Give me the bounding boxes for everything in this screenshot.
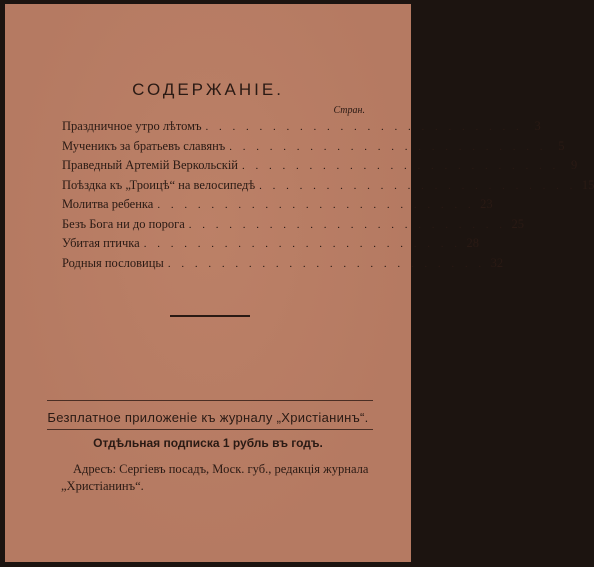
toc-entry-title: Безъ Бога ни до порога bbox=[62, 216, 185, 231]
toc-entry bbox=[62, 255, 504, 276]
toc-entry bbox=[62, 158, 578, 178]
table-of-contents bbox=[62, 119, 594, 275]
editorial-address: Адресъ: Сергіевъ посадъ, Моск. губ., редакція журнала „Христіанинъ“. bbox=[61, 462, 369, 493]
toc-entry-title: Мученикъ за братьевъ славянъ bbox=[62, 138, 226, 153]
subscription-note: Отдѣльная подписка 1 рубль въ годъ. bbox=[93, 436, 323, 450]
toc-entry-title: Убитая птичка bbox=[62, 236, 140, 250]
footer-top-rule bbox=[47, 400, 373, 401]
dot-leader: . . . . . . . . . . . . . . . . . . . . . . . . bbox=[143, 238, 461, 250]
footer-mid-rule bbox=[47, 429, 373, 430]
dot-leader: . . . . . . . . . . . . . . . . . . . . . . . . bbox=[229, 140, 547, 153]
dot-leader: . . . . . . . . . . . . . . . . . . . . . . . . bbox=[205, 121, 523, 133]
dot-leader: . . . . . . . . . . . . . . . . . . . . . . . . bbox=[157, 199, 475, 211]
toc-entry-title: Родныя пословицы bbox=[62, 255, 164, 270]
toc-entry-page: 25 bbox=[511, 216, 525, 231]
toc-entry-page: 23 bbox=[480, 197, 493, 211]
toc-entry bbox=[62, 177, 594, 198]
dot-leader: . . . . . . . . . . . . . . . . . . . . . . . . bbox=[242, 160, 560, 172]
dot-leader: . . . . . . . . . . . . . . . . . . . . . . . . bbox=[167, 257, 486, 270]
toc-entry-page: 3 bbox=[534, 119, 541, 133]
toc-entry bbox=[62, 119, 541, 139]
toc-entry bbox=[62, 197, 493, 217]
dot-leader: . . . . . . . . . . . . . . . . . . . . . . . . bbox=[188, 218, 507, 231]
toc-entry bbox=[62, 236, 479, 256]
toc-entry-page: 5 bbox=[558, 138, 565, 153]
toc-entry-page: 9 bbox=[571, 158, 578, 172]
toc-entry bbox=[62, 138, 565, 159]
center-divider bbox=[170, 315, 250, 317]
document-page bbox=[5, 4, 594, 562]
toc-entry-page: 28 bbox=[466, 236, 479, 250]
free-supplement-note: Безплатное приложеніе къ журналу „Христіанинъ“. bbox=[47, 410, 369, 425]
toc-entry-title: Праведный Артемій Веркольскій bbox=[62, 158, 239, 172]
toc-entry-title: Праздничное утро лѣтомъ bbox=[62, 119, 202, 133]
toc-entry-page: 32 bbox=[490, 255, 504, 270]
toc-entry-title: Поѣздка къ „Троицѣ“ на велосипедѣ bbox=[62, 177, 256, 192]
toc-title: СОДЕРЖАНІЕ. bbox=[132, 80, 284, 99]
toc-entry-title: Молитва ребенка bbox=[62, 197, 154, 211]
toc-entry bbox=[62, 216, 525, 237]
toc-entry-page: 15 bbox=[581, 177, 594, 192]
pages-column-label: Стран. bbox=[333, 105, 365, 116]
dot-leader: . . . . . . . . . . . . . . . . . . . . . . . . bbox=[259, 179, 577, 192]
